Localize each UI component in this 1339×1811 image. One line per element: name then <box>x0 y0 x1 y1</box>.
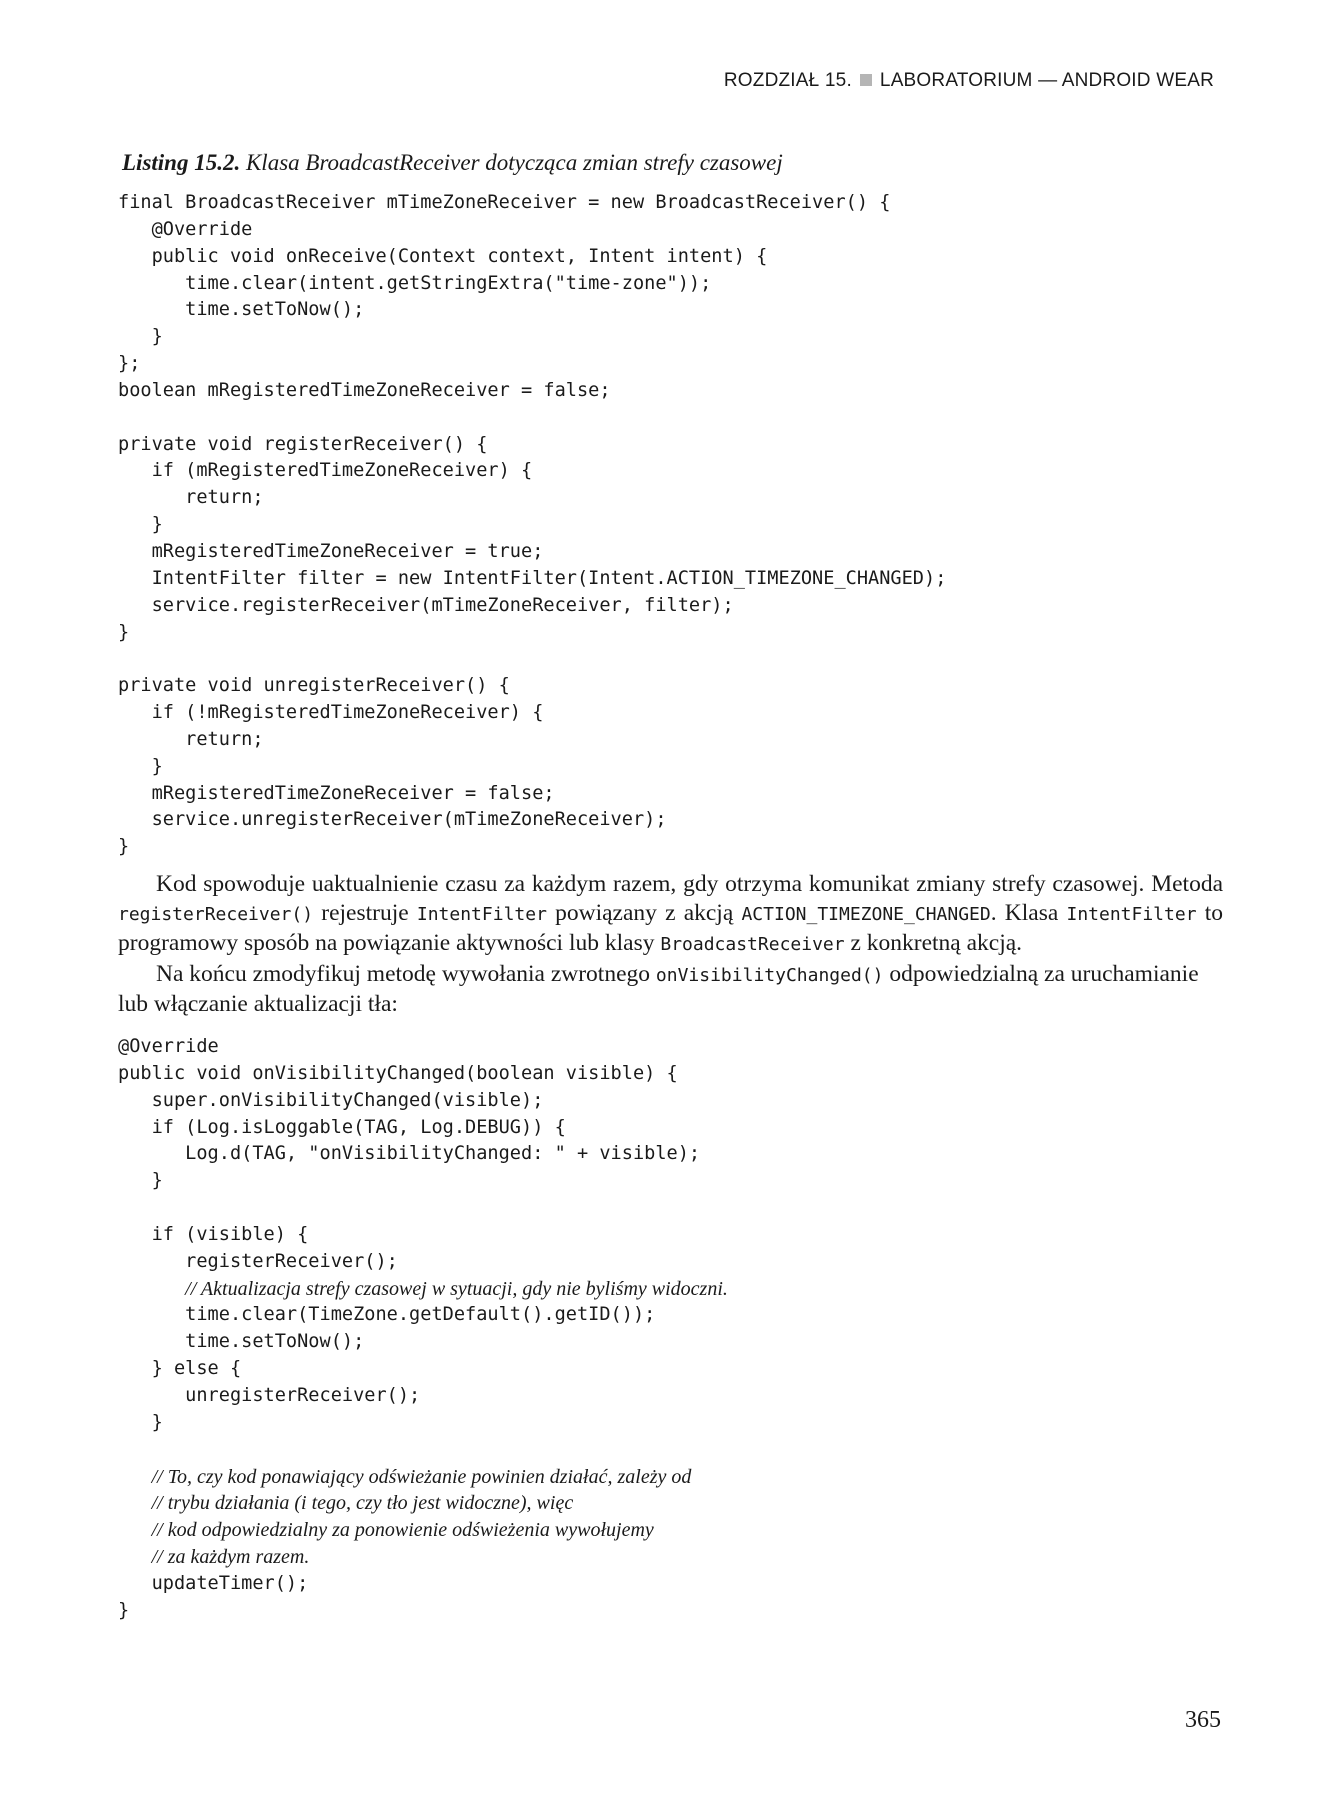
text-run: z konkretną akcją. <box>844 930 1023 957</box>
code-line <box>118 1437 728 1464</box>
text-run: Kod spowoduje uaktualnienie czasu za każdym razem, gdy otrzyma komunikat zmiany strefy czasowej. Metoda <box>156 871 1223 897</box>
code-line <box>118 1195 728 1222</box>
inline-code: IntentFilter <box>416 903 547 925</box>
code-line: } <box>118 1411 163 1433</box>
code-line: private void unregisterReceiver() { <box>118 675 510 697</box>
code-line: boolean mRegisteredTimeZoneReceiver = false; <box>118 379 611 401</box>
code-comment: // Aktualizacja strefy czasowej w sytuacji, gdy nie byliśmy widoczni. <box>185 1277 728 1300</box>
code-line: } <box>118 755 163 777</box>
listing-label: Listing 15.2. <box>122 150 241 175</box>
inline-code: ACTION_TIMEZONE_CHANGED <box>741 903 991 925</box>
code-line: } <box>118 514 163 536</box>
code-line: super.onVisibilityChanged(visible); <box>118 1089 544 1111</box>
code-line: IntentFilter filter = new IntentFilter(Intent.ACTION_TIMEZONE_CHANGED); <box>118 567 947 589</box>
code-line <box>118 1464 728 1491</box>
paragraph-2 <box>118 960 1223 1019</box>
text-run: odpowiedzialną za uruchamianie lub włączanie aktualizacji tła: <box>118 960 1199 1018</box>
code-line: service.unregisterReceiver(mTimeZoneReceiver); <box>118 809 667 831</box>
code-line: if (Log.isLoggable(TAG, Log.DEBUG)) { <box>118 1116 566 1138</box>
code-line: public void onReceive(Context context, Intent intent) { <box>118 245 768 267</box>
code-line: } <box>118 326 163 348</box>
listing-caption-text: Klasa BroadcastReceiver dotycząca zmian strefy czasowej <box>245 150 783 175</box>
code-line: updateTimer(); <box>118 1572 309 1594</box>
code-line: Log.d(TAG, "onVisibilityChanged: " + visible); <box>118 1143 701 1165</box>
inline-code: registerReceiver() <box>118 903 314 925</box>
code-line: if (mRegisteredTimeZoneReceiver) { <box>118 460 533 482</box>
code-line: if (!mRegisteredTimeZoneReceiver) { <box>118 702 544 724</box>
code-line <box>118 405 946 432</box>
code-line: if (visible) { <box>118 1223 309 1245</box>
code-line: mRegisteredTimeZoneReceiver = true; <box>118 540 544 562</box>
paragraph-1 <box>118 870 1223 960</box>
code-line: time.setToNow(); <box>118 299 365 321</box>
inline-code: onVisibilityChanged() <box>655 964 884 986</box>
code-comment: // za każdym razem. <box>151 1546 310 1569</box>
code-line: } <box>118 1599 130 1621</box>
inline-code: IntentFilter <box>1066 903 1197 925</box>
code-line: @Override <box>118 1036 219 1057</box>
page-number: 365 <box>1185 1707 1221 1733</box>
code-line: return; <box>118 728 264 750</box>
code-line: return; <box>118 487 264 509</box>
code-line <box>118 1490 728 1517</box>
text-run: . Klasa <box>990 899 1067 926</box>
header-separator-square <box>860 74 872 86</box>
running-header <box>724 70 1214 92</box>
listing-caption <box>122 150 783 176</box>
code-line <box>118 1517 728 1544</box>
code-line: } else { <box>118 1358 242 1380</box>
code-comment: // kod odpowiedzialny za ponowienie odświeżenia wywołujemy <box>151 1519 654 1542</box>
code-line: time.clear(intent.getStringExtra("time-zone")); <box>118 272 712 294</box>
code-line <box>118 646 946 673</box>
code-line: registerReceiver(); <box>118 1250 398 1272</box>
code-line: }; <box>118 353 141 375</box>
code-line: time.clear(TimeZone.getDefault().getID()); <box>118 1304 656 1326</box>
code-line: public void onVisibilityChanged(boolean visible) { <box>118 1062 678 1084</box>
code-line: mRegisteredTimeZoneReceiver = false; <box>118 782 555 804</box>
code-line: unregisterReceiver(); <box>118 1384 421 1406</box>
code-line: private void registerReceiver() { <box>118 433 488 455</box>
text-run: powiązany z akcją <box>546 899 742 926</box>
code-on-visibility-changed <box>118 1034 728 1625</box>
header-chapter: ROZDZIAŁ 15. <box>723 70 852 91</box>
code-line: final BroadcastReceiver mTimeZoneReceiver = new BroadcastReceiver() { <box>118 192 891 213</box>
code-comment: // To, czy kod ponawiający odświeżanie powinien działać, zależy od <box>151 1465 692 1488</box>
text-run: Na końcu zmodyfikuj metodę wywołania zwrotnego <box>156 960 656 987</box>
code-line <box>118 1544 728 1571</box>
code-line: service.registerReceiver(mTimeZoneReceiver, filter); <box>118 594 734 616</box>
code-line: } <box>118 1170 163 1192</box>
text-run: to programowy sposób na powiązanie aktywności lub klasy <box>118 899 1223 957</box>
code-line: } <box>118 836 130 858</box>
code-line: @Override <box>118 218 253 240</box>
inline-code: BroadcastReceiver <box>660 934 845 956</box>
code-line: time.setToNow(); <box>118 1331 365 1353</box>
code-line <box>118 1276 728 1303</box>
code-listing-15-2 <box>118 190 946 861</box>
body-text <box>118 870 1223 1019</box>
text-run: rejestruje <box>313 899 417 926</box>
code-line: } <box>118 621 130 643</box>
code-comment: // trybu działania (i tego, czy tło jest widoczne), więc <box>151 1492 574 1515</box>
header-title: LABORATORIUM — ANDROID WEAR <box>879 70 1214 91</box>
